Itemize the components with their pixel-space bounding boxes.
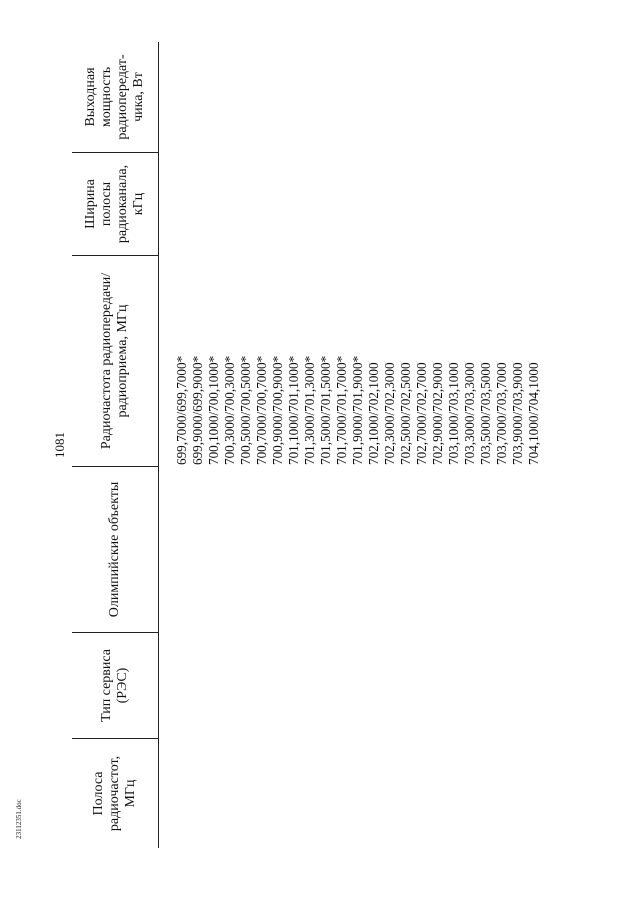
table-cell: 701,7000/701,7000* — [334, 355, 349, 465]
table-cell: 700,7000/700,7000* — [254, 355, 269, 465]
table-cell: 701,5000/701,5000* — [318, 355, 333, 465]
table-cell: 703,3000/703,3000 — [462, 362, 477, 465]
frequency-values — [174, 356, 542, 465]
table-header-row — [72, 42, 159, 848]
page-number: 1081 — [52, 432, 67, 458]
table-cell: 700,9000/700,9000* — [270, 355, 285, 465]
rotated-table-container — [72, 42, 572, 848]
table-cell: 703,1000/703,1000 — [446, 362, 461, 465]
table-cell: 704,1000/704,1000 — [526, 362, 541, 465]
table-cell: 700,3000/700,3000* — [222, 355, 237, 465]
table-cell: 702,5000/702,5000 — [398, 362, 413, 465]
table-cell: 699,9000/699,9000* — [190, 355, 205, 465]
header-output-power: Выходная мощность радиопередат-чика, Вт — [72, 42, 158, 153]
table-cell: 700,5000/700,5000* — [238, 355, 253, 465]
table-cell: 701,1000/701,1000* — [286, 355, 301, 465]
header-tx-rx-frequency: Радиочастота радиопередачи/ радиоприема, МГц — [72, 256, 158, 467]
table-cell: 703,7000/703,7000 — [494, 362, 509, 465]
header-service-type: Тип сервиса (РЭС) — [72, 633, 158, 739]
table-cell: 702,9000/702,9000 — [430, 362, 445, 465]
table-cell: 702,3000/702,3000 — [382, 362, 397, 465]
table-cell: 702,1000/702,1000 — [366, 362, 381, 465]
header-olympic-objects: Олимпийские объекты — [72, 467, 158, 633]
header-frequency-band: Полоса радиочастот, МГц — [91, 755, 138, 832]
table-cell: 699,7000/699,7000* — [174, 355, 189, 465]
table-cell: 701,3000/701,3000* — [302, 355, 317, 465]
document-id: 23112351.doc — [15, 799, 23, 839]
table-cell: 703,5000/703,5000 — [478, 362, 493, 465]
table-cell: 700,1000/700,1000* — [206, 355, 221, 465]
table-cell: 701,9000/701,9000* — [350, 355, 365, 465]
table-cell: 703,9000/703,9000 — [510, 362, 525, 465]
header-channel-bandwidth: Ширина полосы радиоканала, кГц — [72, 153, 158, 256]
frequency-table — [72, 42, 572, 848]
table-cell: 702,7000/702,7000 — [414, 362, 429, 465]
